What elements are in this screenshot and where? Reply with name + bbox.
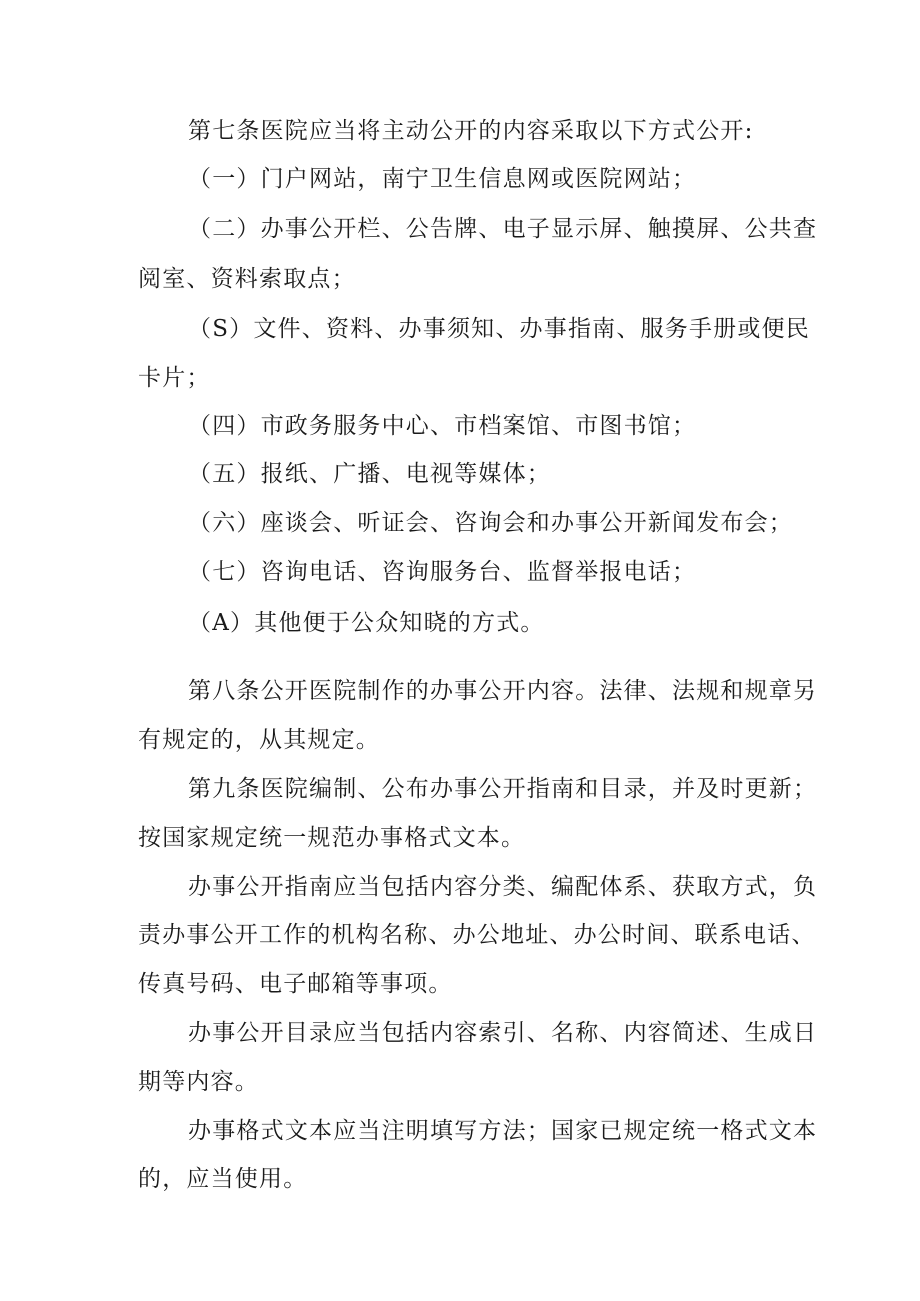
catalog-paragraph-continued: 期等内容。 [138, 1069, 259, 1095]
article-8-paragraph: 第八条公开医院制作的办事公开内容。法律、法规和规章另 [188, 678, 818, 704]
guide-paragraph-line-2: 责办事公开工作的机构名称、办公地址、办公时间、联系电话、 [138, 922, 816, 948]
list-item-2: （二）办事公开栏、公告牌、电子显示屏、触摸屏、公共查 [188, 216, 818, 242]
guide-paragraph: 办事公开指南应当包括内容分类、编配体系、获取方式，负 [188, 874, 818, 900]
list-item-3-continued: 卡片； [138, 365, 211, 391]
article-9-paragraph: 第九条医院编制、公布办事公开指南和目录，并及时更新； [188, 776, 818, 802]
catalog-paragraph: 办事公开目录应当包括内容索引、名称、内容简述、生成日 [188, 1020, 818, 1046]
list-item-2-continued: 阅室、资料索取点； [138, 266, 356, 292]
list-item-7: （七）咨询电话、咨询服务台、监督举报电话； [188, 559, 697, 585]
template-paragraph-continued: 的，应当使用。 [138, 1166, 308, 1192]
list-item-6: （六）座谈会、听证会、咨询会和办事公开新闻发布会； [188, 510, 793, 536]
list-item-3: （S）文件、资料、办事须知、办事指南、服务手册或便民 [188, 316, 810, 342]
list-item-5: （五）报纸、广播、电视等媒体； [188, 461, 551, 487]
article-7-heading: 第七条医院应当将主动公开的内容采取以下方式公开: [188, 118, 754, 144]
list-item-1: （一）门户网站，南宁卫生信息网或医院网站； [188, 166, 697, 192]
template-paragraph: 办事格式文本应当注明填写方法；国家已规定统一格式文本 [188, 1118, 818, 1144]
guide-paragraph-line-3: 传真号码、电子邮箱等事项。 [138, 971, 453, 997]
list-item-4: （四）市政务服务中心、市档案馆、市图书馆； [188, 413, 697, 439]
article-8-paragraph-continued: 有规定的，从其规定。 [138, 727, 380, 753]
article-9-paragraph-continued: 按国家规定统一规范办事格式文本。 [138, 825, 526, 851]
list-item-8: （A）其他便于公众知晓的方式。 [188, 610, 545, 636]
